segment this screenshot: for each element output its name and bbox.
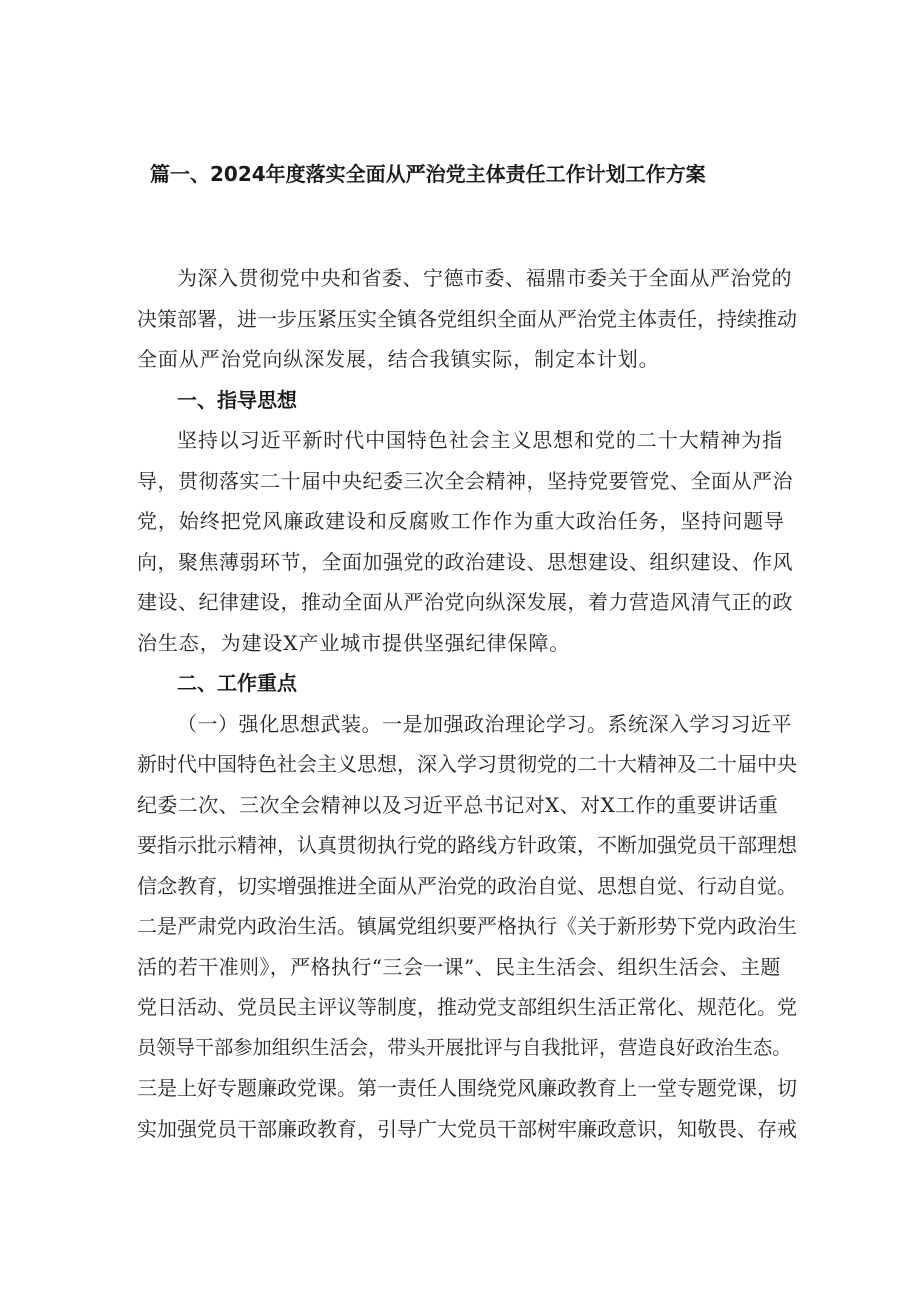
- intro-line: 全面从严治党向纵深发展，结合我镇实际，制定本计划。: [137, 347, 660, 371]
- paragraph-line: 导，贯彻落实二十届中央纪委三次全会精神，坚持党要管党、全面从严治: [137, 468, 793, 493]
- paragraph-line: 实加强党员干部廉政教育，引导广大党员干部树牢廉政意识，知敬畏、存戒: [137, 1116, 797, 1141]
- paragraph-line: 纪委二次、三次全会精神以及习近平总书记对X、对X工作的重要讲话重: [137, 792, 779, 817]
- paragraph-line: 坚持以习近平新时代中国特色社会主义思想和党的二十大精神为指: [177, 428, 784, 452]
- paragraph-line: 建设、纪律建设，推动全面从严治党向纵深发展，着力营造风清气正的政: [137, 590, 793, 614]
- intro-line: 决策部署，进一步压紧压实全镇各党组织全面从严治党主体责任，持续推动: [137, 306, 797, 331]
- paragraph-line: 信念教育，切实增强推进全面从严治党的政治自觉、思想自觉、行动自觉。: [137, 873, 797, 898]
- paragraph-line: 党，始终把党风廉政建设和反腐败工作作为重大政治任务，坚持问题导: [137, 509, 785, 533]
- paragraph-line: 员领导干部参加组织生活会，带头开展批评与自我批评，营造良好政治生态。: [137, 1035, 792, 1059]
- intro-line: 为深入贯彻党中央和省委、宁德市委、福鼎市委关于全面从严治党的: [177, 266, 792, 290]
- section-heading-work-focus: 二、工作重点: [177, 671, 297, 695]
- paragraph-line: 党日活动、党员民主评议等制度，推动党支部组织生活正常化、规范化。党: [137, 995, 797, 1019]
- paragraph-line: 要指示批示精神，认真贯彻执行党的路线方针政策，不断加强党员干部理想: [137, 833, 797, 857]
- paragraph-line: 向，聚焦薄弱环节，全面加强党的政治建设、思想建设、组织建设、作风: [137, 549, 793, 574]
- paragraph-line: 新时代中国特色社会主义思想，深入学习贯彻党的二十大精神及二十届中央: [137, 752, 797, 776]
- document-title: 篇一、2024年度落实全面从严治党主体责任工作计划工作方案: [150, 162, 706, 186]
- paragraph-line: 三是上好专题廉政党课。第一责任人围绕党风廉政教育上一堂专题党课，切: [137, 1076, 797, 1100]
- paragraph-line: （一）强化思想武装。一是加强政治理论学习。系统深入学习习近平: [177, 711, 792, 736]
- document-body: [137, 258, 797, 1149]
- paragraph-line: 活的若干准则》，严格执行“三会一课”、民主生活会、组织生活会、主题: [137, 954, 781, 979]
- paragraph-line: 二是严肃党内政治生活。镇属党组织要严格执行《关于新形势下党内政治生: [137, 914, 797, 938]
- paragraph-line: 治生态，为建设X产业城市提供坚强纪律保障。: [137, 630, 571, 655]
- section-heading-guiding-ideology: 一、指导思想: [177, 387, 297, 412]
